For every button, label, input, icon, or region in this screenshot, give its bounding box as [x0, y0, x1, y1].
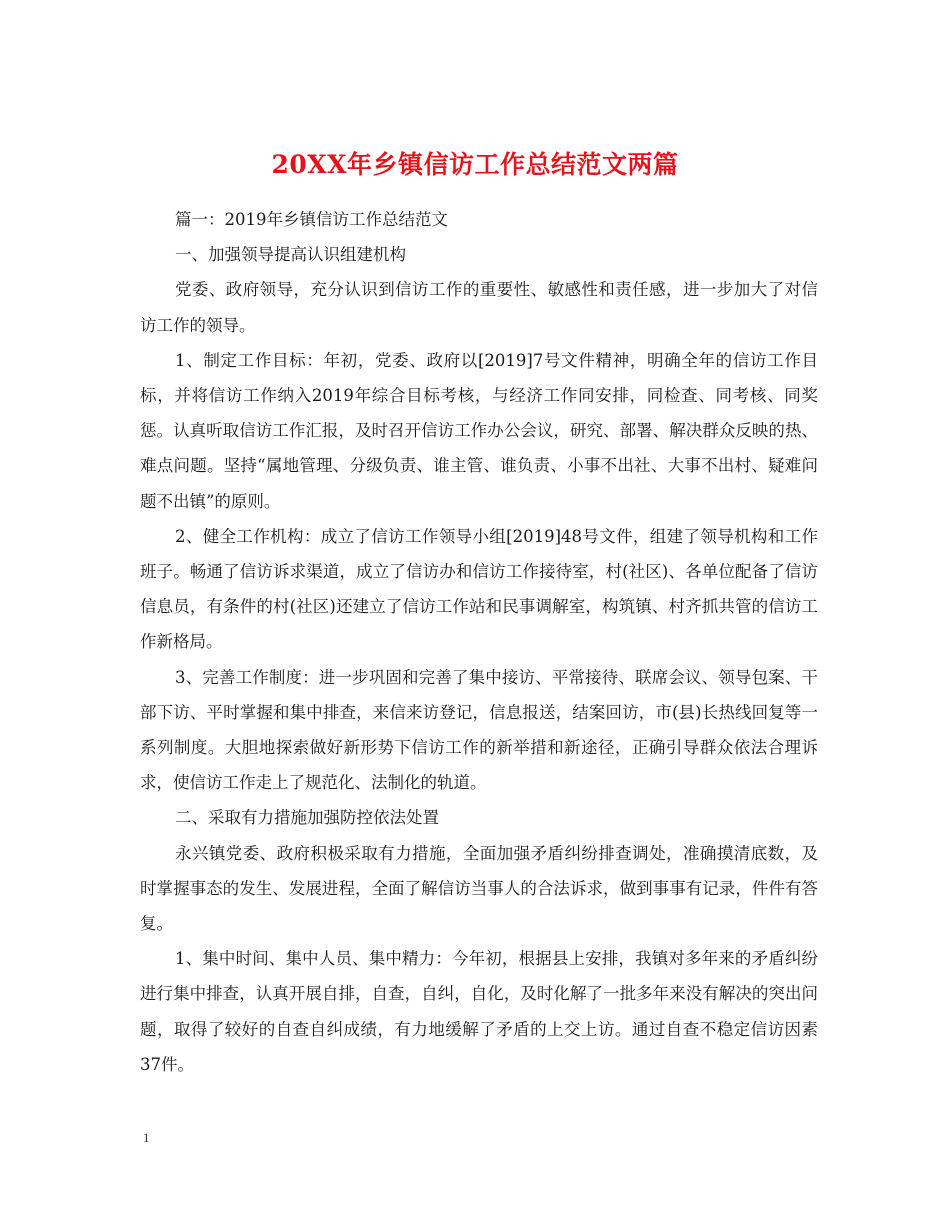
paragraph: 永兴镇党委、政府积极采取有力措施，全面加强矛盾纠纷排查调处，准确摸清底数，及时掌握事态的发生、发展进程，全面了解信访当事人的合法诉求，做到事事有记录，件件有答复。 — [140, 843, 818, 934]
section-heading-1: 一、加强领导提高认识组建机构 — [175, 245, 406, 265]
paragraph: 党委、政府领导，充分认识到信访工作的重要性、敏感性和责任感，进一步加大了对信访工作的领导。 — [140, 280, 818, 335]
document-body — [140, 202, 818, 1082]
section-heading-part-one: 篇一：2019年乡镇信访工作总结范文 — [175, 210, 448, 229]
paragraph: 1、制定工作目标：年初，党委、政府以[2019]7号文件精神，明确全年的信访工作目标，并将信访工作纳入2019年综合目标考核，与经济工作同安排，同检查、同考核、同奖惩。认真听取信访工作汇报，及时召开信访工作办公会议，研究、部署、解决群众反映的热、难点问题。坚持“属地管理、分级负责、谁主管、谁负责、小事不出社、大事不出村、疑难问题不出镇”的原则。 — [140, 350, 818, 511]
section-heading-2: 二、采取有力措施加强防控依法处置 — [175, 808, 439, 828]
paragraph: 1、集中时间、集中人员、集中精力：今年初，根据县上安排，我镇对多年来的矛盾纠纷进行集中排查，认真开展自排，自查，自纠，自化，及时化解了一批多年来没有解决的突出问题，取得了较好的自查自纠成绩，有力地缓解了矛盾的上交上访。通过自查不稳定信访因素37件。 — [140, 949, 818, 1074]
paragraph: 2、健全工作机构：成立了信访工作领导小组[2019]48号文件，组建了领导机构和工作班子。畅通了信访诉求渠道，成立了信访办和信访工作接待室，村(社区)、各单位配备了信访信息员，有条件的村(社区)还建立了信访工作站和民事调解室，构筑镇、村齐抓共管的信访工作新格局。 — [140, 526, 818, 652]
document-title: 20XX年乡镇信访工作总结范文两篇 — [271, 149, 679, 179]
paragraph: 3、完善工作制度：进一步巩固和完善了集中接访、平常接待、联席会议、领导包案、干部下访、平时掌握和集中排查，来信来访登记，信息报送，结案回访，市(县)长热线回复等一系列制度。大胆地探索做好新形势下信访工作的新举措和新途径，正确引导群众依法合理诉求，使信访工作走上了规范化、法制化的轨道。 — [140, 667, 818, 793]
page-number: 1 — [143, 1130, 150, 1145]
